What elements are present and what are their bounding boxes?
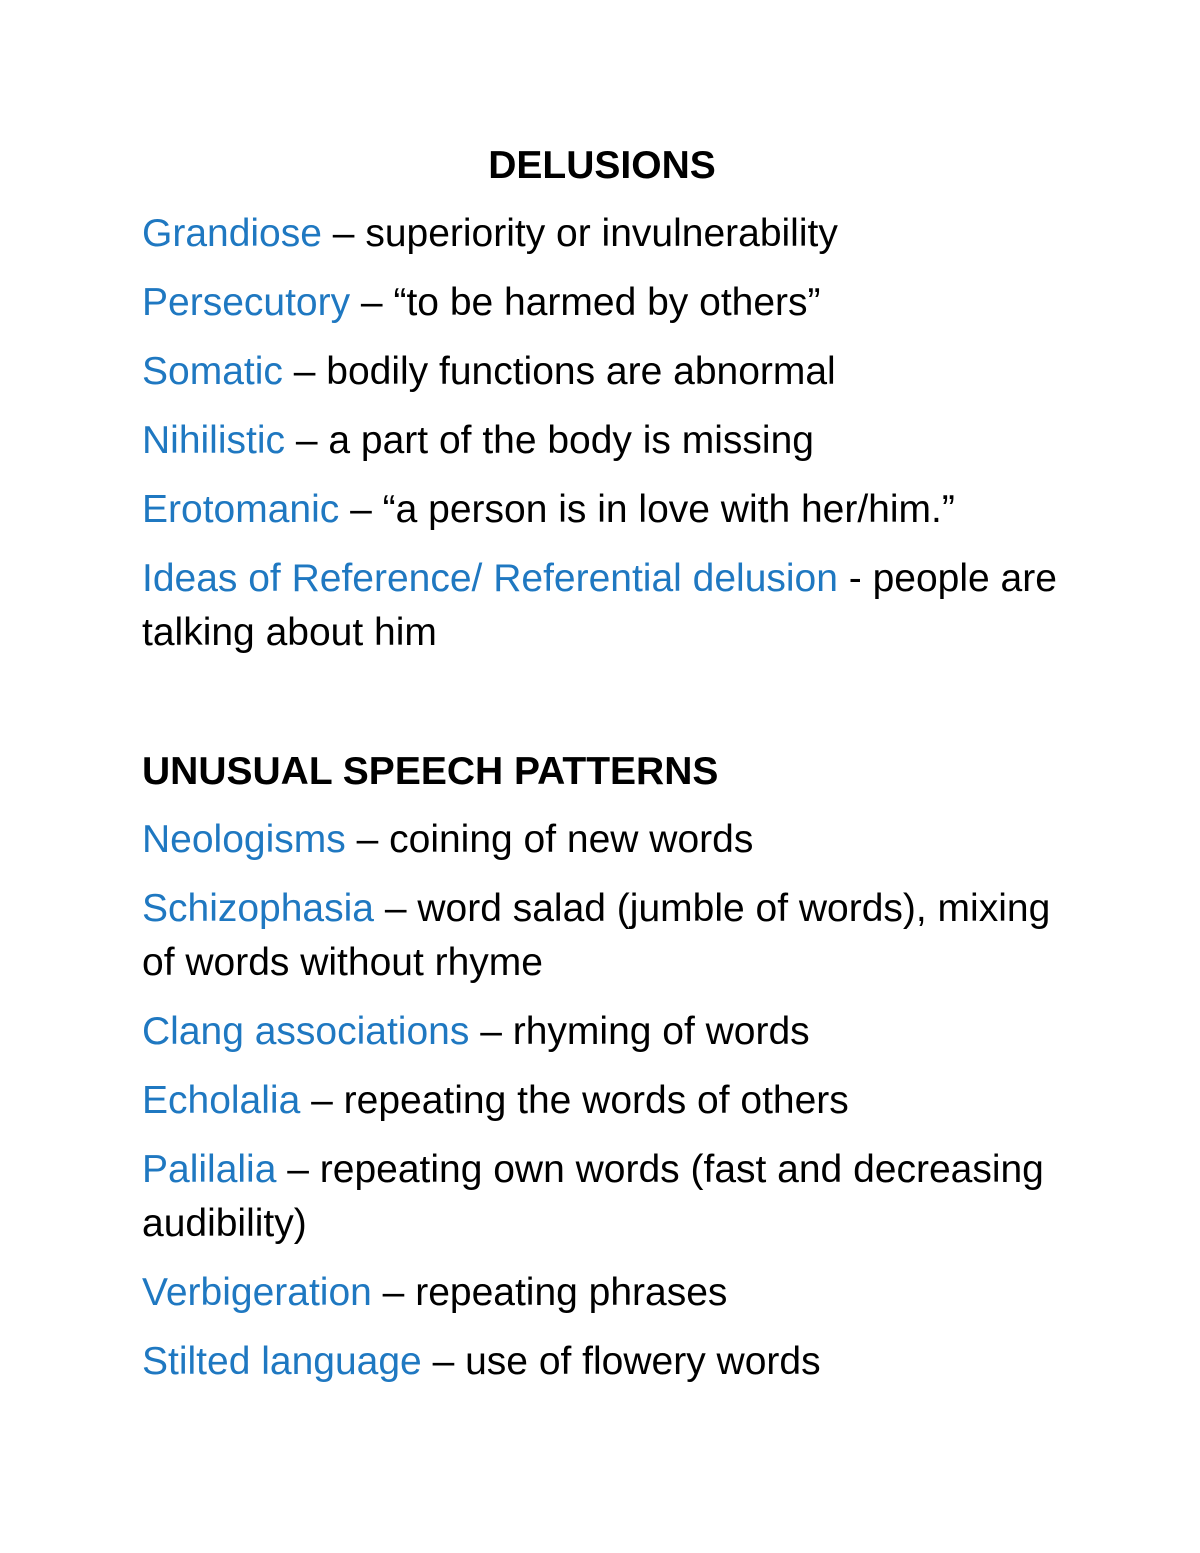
section-heading: DELUSIONS xyxy=(488,144,716,187)
separator: – xyxy=(421,1340,466,1383)
term: Echolalia xyxy=(142,1079,301,1122)
term: Neologisms xyxy=(142,818,346,861)
term: Verbigeration xyxy=(142,1271,372,1314)
definition: “to be harmed by others” xyxy=(393,281,821,324)
separator: – xyxy=(321,212,366,255)
definition: coining of new words xyxy=(389,818,754,861)
definition: repeating own words (fast and decreasing audibility) xyxy=(142,1148,1044,1245)
list-item xyxy=(142,207,1062,261)
list-item xyxy=(142,483,1062,537)
term: Schizophasia xyxy=(142,887,374,930)
separator: – xyxy=(373,887,418,930)
list-item xyxy=(142,414,1062,468)
definition: people are talking about him xyxy=(142,557,1057,654)
list-item xyxy=(142,276,1062,330)
definition: repeating phrases xyxy=(415,1271,728,1314)
separator: - xyxy=(837,557,873,600)
definition: repeating the words of others xyxy=(343,1079,849,1122)
list-item xyxy=(142,882,1062,990)
list-item xyxy=(142,1143,1062,1251)
term: Erotomanic xyxy=(142,488,340,531)
separator: – xyxy=(282,350,327,393)
term: Clang associations xyxy=(142,1010,470,1053)
term: Grandiose xyxy=(142,212,322,255)
term: Persecutory xyxy=(142,281,351,324)
separator: – xyxy=(371,1271,416,1314)
list-item xyxy=(142,1266,1062,1320)
definition: “a person is in love with her/him.” xyxy=(382,488,955,531)
separator: – xyxy=(345,818,390,861)
separator: – xyxy=(339,488,383,531)
term: Palilalia xyxy=(142,1148,277,1191)
list-item xyxy=(142,1335,1062,1389)
definition: word salad (jumble of words), mixing of words without rhyme xyxy=(142,887,1051,984)
list-item xyxy=(142,813,1062,867)
definition: a part of the body is missing xyxy=(328,419,814,462)
separator: – xyxy=(350,281,394,324)
section-heading: UNUSUAL SPEECH PATTERNS xyxy=(142,750,719,793)
definition: superiority or invulnerability xyxy=(365,212,838,255)
definition: bodily functions are abnormal xyxy=(326,350,836,393)
list-item xyxy=(142,552,1062,660)
separator: – xyxy=(285,419,329,462)
list-item xyxy=(142,1005,1062,1059)
list-item xyxy=(142,1074,1062,1128)
definition: use of flowery words xyxy=(465,1340,821,1383)
list-item xyxy=(142,345,1062,399)
term: Somatic xyxy=(142,350,283,393)
separator: – xyxy=(276,1148,320,1191)
term: Stilted language xyxy=(142,1340,422,1383)
definition: rhyming of words xyxy=(512,1010,810,1053)
separator: – xyxy=(469,1010,513,1053)
separator: – xyxy=(300,1079,344,1122)
term: Nihilistic xyxy=(142,419,286,462)
section-unusual-speech-patterns xyxy=(142,744,1062,1404)
term: Ideas of Reference/ Referential delusion xyxy=(142,557,838,600)
section-delusions xyxy=(142,138,1062,675)
